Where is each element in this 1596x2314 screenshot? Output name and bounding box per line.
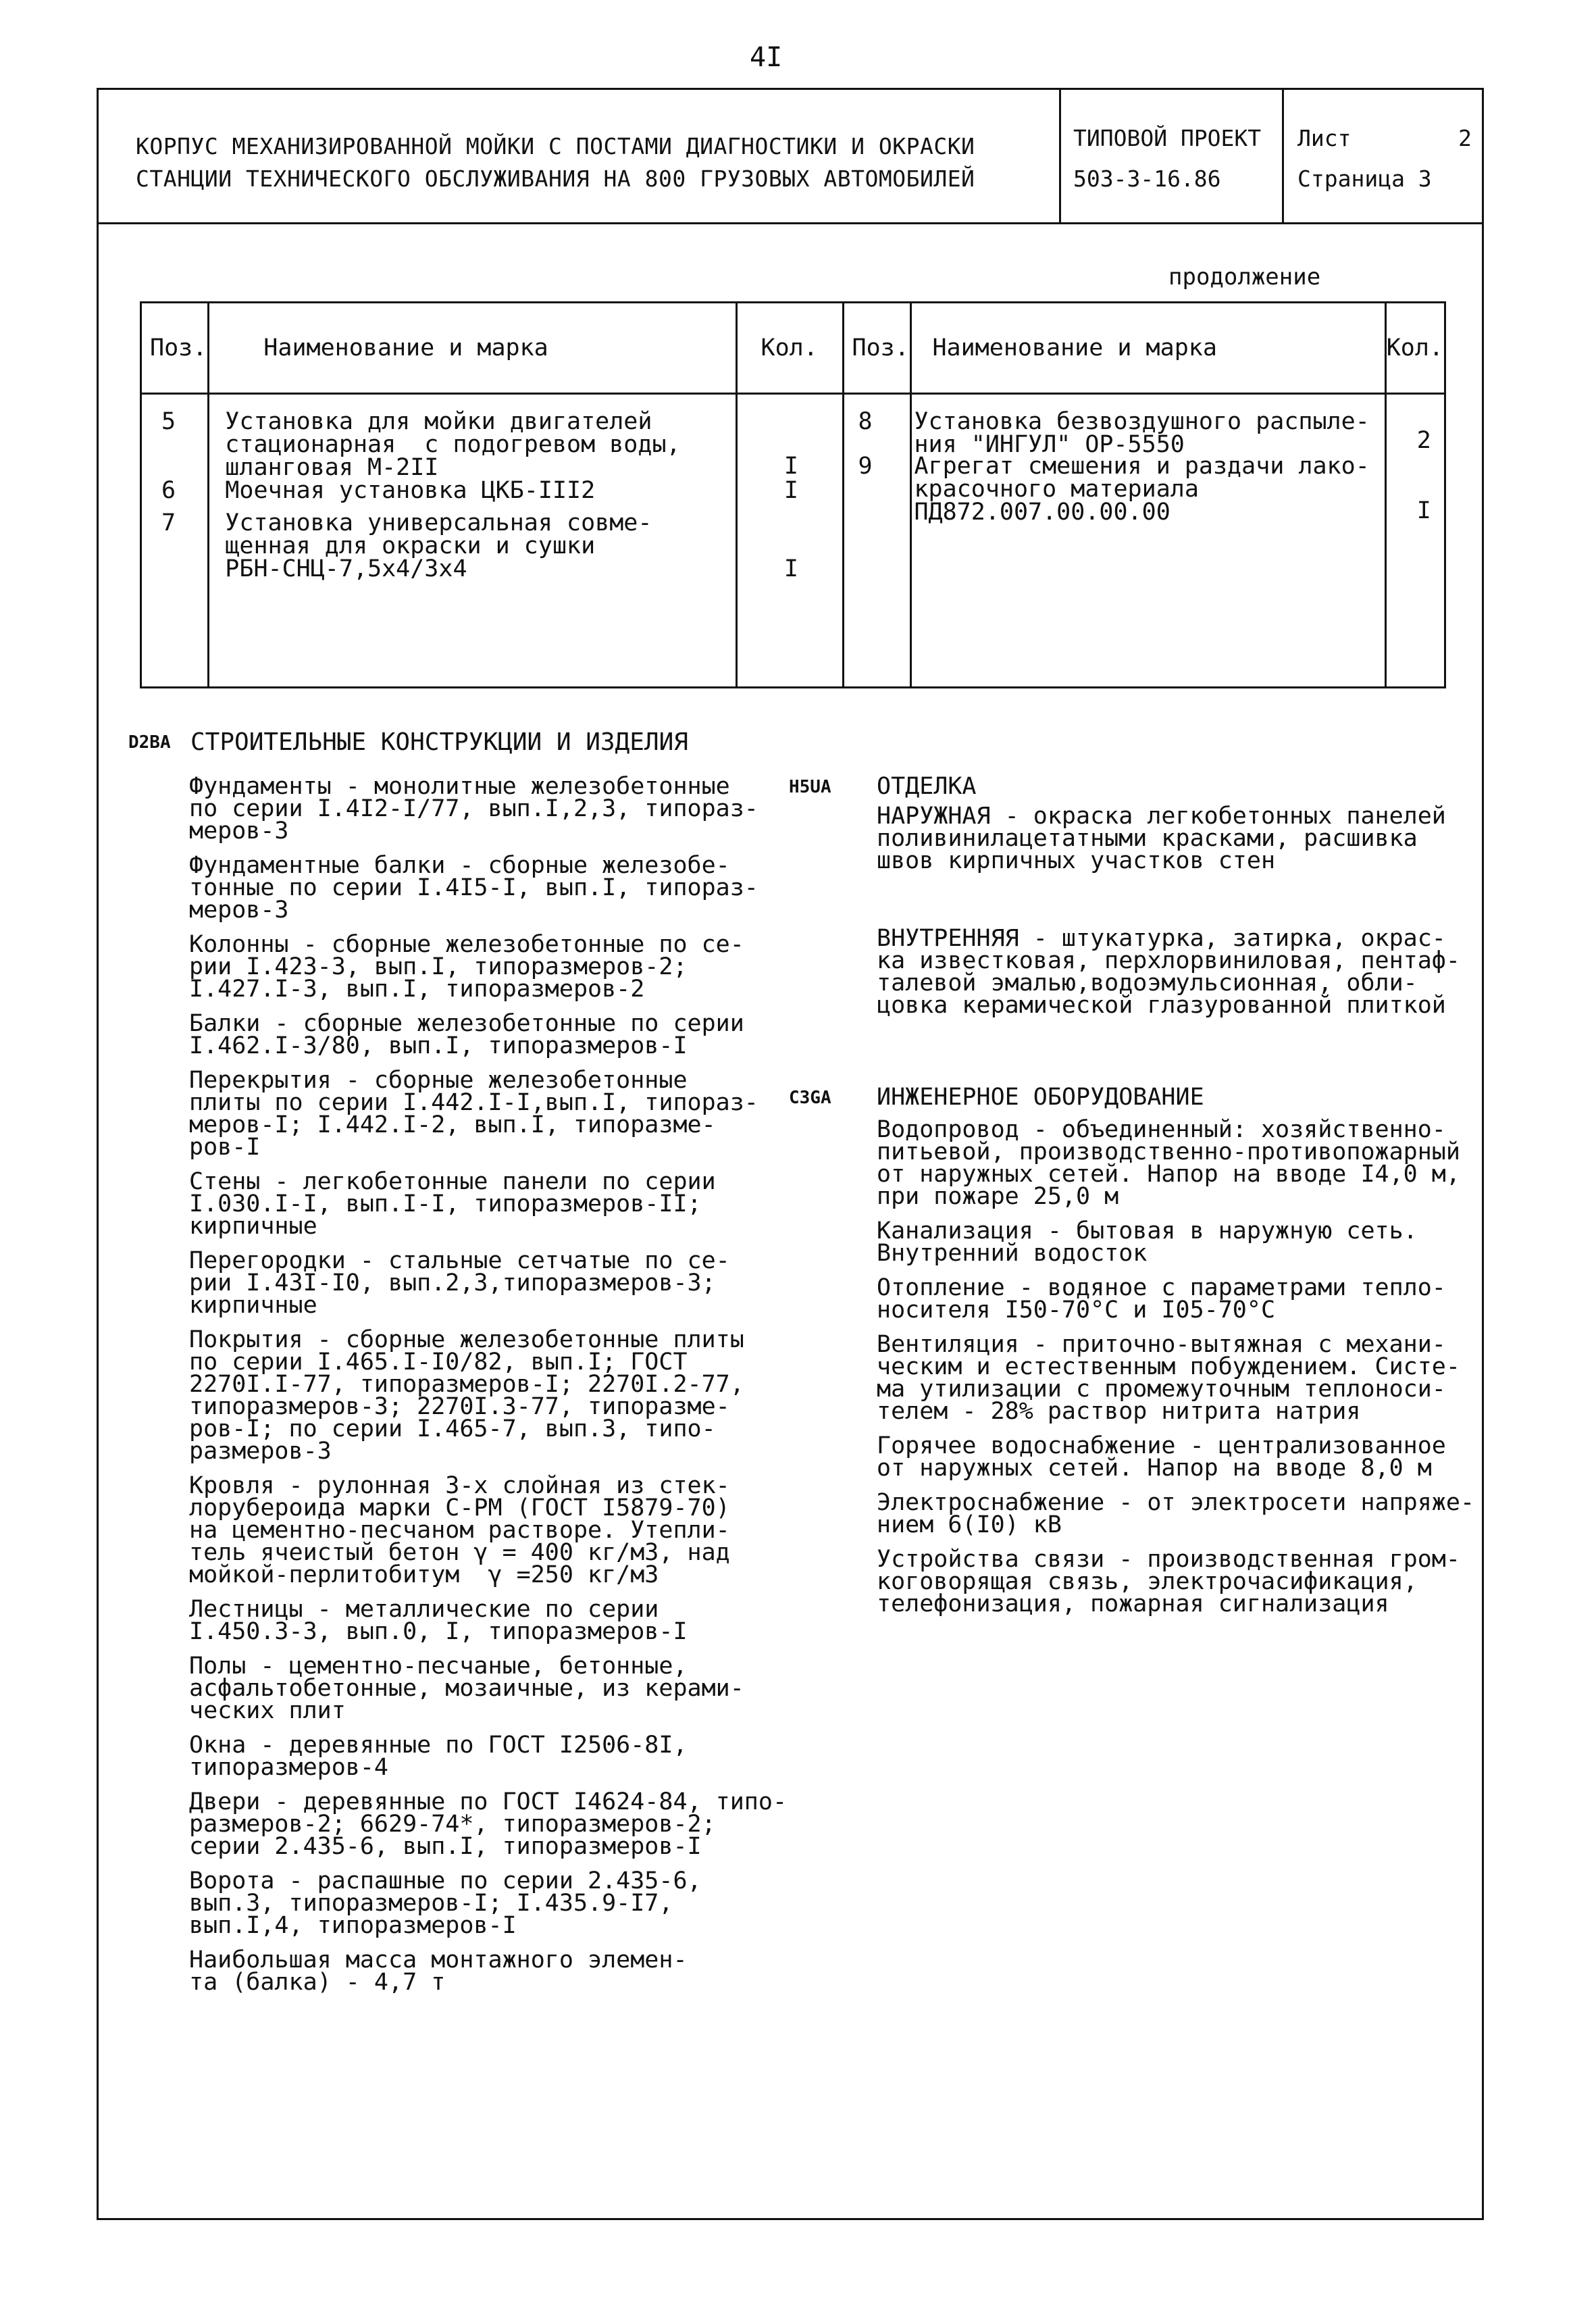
project-title-line-2: СТАНЦИИ ТЕХНИЧЕСКОГО ОБСЛУЖИВАНИЯ НА 800 ГРУЗОВЫХ АВТОМОБИЛЕЙ [136, 166, 975, 192]
engineering-list [877, 1116, 1475, 1628]
qty-7: I [783, 555, 798, 582]
sheet-label: Лист [1297, 125, 1352, 151]
sheet-value: 2 [1458, 125, 1472, 151]
qty-9: I [1416, 497, 1431, 524]
engineering-item: Электроснабжение - от электросети напряже- нием 6(I0) кВ [877, 1489, 1475, 1538]
qty-6: I [783, 477, 798, 504]
item-6-name: Моечная установка ЦКБ-III2 [225, 477, 596, 504]
construction-list [189, 773, 788, 2006]
right-pos-cell [843, 394, 911, 688]
right-qty-cell [1385, 394, 1445, 688]
page-label: Страница 3 [1297, 166, 1432, 192]
project-code: 503-3-16.86 [1073, 166, 1221, 192]
project-title [99, 90, 1061, 222]
construction-item: Балки - сборные железобетонные по серии I.462.I-3/80, вып.I, типоразмеров-I [189, 1010, 744, 1059]
construction-item: Стены - легкобетонные панели по серии I.030.I-I, вып.I-I, типоразмеров-II; кирпичные [189, 1168, 716, 1240]
item-9-name: Агрегат смешения и раздачи лако- красочного материала ПД872.007.00.00.00 [914, 453, 1370, 526]
engineering-item: Устройства связи - производственная гром- коговорящая связь, электрочасификация, телефонизация, пожарная сигнализация [877, 1546, 1460, 1617]
item-8-name: Установка безвоздушного распыле- ния "ИНГУЛ" ОР-5550 [914, 408, 1370, 458]
engineering-title: ИНЖЕНЕРНОЕ ОБОРУДОВАНИЕ [877, 1084, 1204, 1111]
left-qty-cell [736, 394, 843, 688]
construction-item: Фундаменты - монолитные железобетонные по серии I.4I2-I/77, вып.I,2,3, типораз- меров-3 [189, 773, 758, 845]
construction-item: Покрытия - сборные железобетонные плиты по серии I.465.I-I0/82, вып.I; ГОСТ 2270I.I-77, типоразмеров-I; 2270I.2-77, типоразмеров-3; 2270I.3-77, типоразме- ров-I; по серии I.465-7, вып.3, типо- размеров-3 [189, 1326, 744, 1465]
construction-code: D2BA [128, 732, 171, 753]
table-header-row [141, 303, 1445, 394]
qty-8: 2 [1416, 427, 1431, 454]
construction-item: Перегородки - стальные сетчатые по се- рии I.43I-I0, вып.2,3,типоразмеров-3; кирпичные [189, 1247, 730, 1319]
engineering-item: Вентиляция - приточно-вытяжная с механи- ческим и естественным побуждением. Систе- ма утилизации с промежуточным теплоноси- телем - 28% раствор нитрита натрия [877, 1331, 1460, 1425]
item-5-name: Установка для мойки двигателей стационарная с подогревом воды, шланговая М-2II [225, 408, 681, 481]
page-number: 4I [750, 42, 783, 73]
col-name-header-2: Наименование и марка [911, 303, 1385, 394]
engineering-item: Отопление - водяное с параметрами тепло- носителя I50-70°С и I05-70°С [877, 1274, 1446, 1324]
construction-item: Лестницы - металлические по серии I.450.3-3, вып.0, I, типоразмеров-I [189, 1596, 688, 1645]
right-name-cell [911, 394, 1385, 688]
finishing-list [877, 805, 1460, 1029]
pos-8: 8 [858, 408, 873, 435]
engineering-item: Водопровод - объединенный: хозяйственно- питьевой, производственно-противопожарный от наружных сетей. Напор на вводе I4,0 м, при пожаре 25,0 м [877, 1116, 1460, 1210]
finishing-title: ОТДЕЛКА [877, 773, 977, 800]
construction-item: Фундаментные балки - сборные железобе- тонные по серии I.4I5-I, вып.I, типораз- меров-3 [189, 852, 758, 924]
construction-item: Колонны - сборные железобетонные по се- рии I.423-3, вып.I, типоразмеров-2; I.427.I-3, вып.I, типоразмеров-2 [189, 931, 744, 1003]
sheet-cell [1284, 90, 1482, 222]
item-7-name: Установка универсальная совме- щенная для окраски и сушки РБН-СНЦ-7,5х4/3х4 [225, 509, 652, 582]
finishing-item: НАРУЖНАЯ - окраска легкобетонных панелей поливинилацетатными красками, расшивка швов кирпичных участков стен [877, 803, 1446, 874]
pos-9: 9 [858, 453, 873, 480]
equipment-table [140, 301, 1446, 688]
col-qty-header-2: Кол. [1385, 303, 1445, 394]
project-label: ТИПОВОЙ ПРОЕКТ [1073, 125, 1262, 151]
continuation-label: продолжение [1168, 263, 1321, 291]
pos-6: 6 [161, 477, 176, 504]
table-row [141, 394, 1445, 688]
finishing-code: H5UA [789, 777, 831, 797]
title-block [99, 90, 1482, 224]
construction-item: Полы - цементно-песчаные, бетонные, асфальтобетонные, мозаичные, из керами- ческих плит [189, 1653, 744, 1724]
construction-title: СТРОИТЕЛЬНЫЕ КОНСТРУКЦИИ И ИЗДЕЛИЯ [190, 728, 688, 756]
construction-item: Двери - деревянные по ГОСТ I4624-84, типо- размеров-2; 6629-74*, типоразмеров-2; серии 2.435-6, вып.I, типоразмеров-I [189, 1788, 788, 1860]
qty-5: I [783, 453, 798, 480]
engineering-code: C3GA [789, 1088, 831, 1108]
col-pos-header-2: Поз. [843, 303, 911, 394]
construction-item: Наибольшая масса монтажного элемен- та (балка) - 4,7 т [189, 1946, 688, 1996]
construction-item: Ворота - распашные по серии 2.435-6, вып.3, типоразмеров-I; I.435.9-I7, вып.I,4, типоразмеров-I [189, 1867, 702, 1939]
construction-item: Кровля - рулонная 3-х слойная из стек- лорубероида марки С-РМ (ГОСТ I5879-70) на цементно-песчаном растворе. Утепли- тель ячеистый бетон γ = 400 кг/м3, над мойкой-перлитобитум γ =250 кг/м3 [189, 1472, 730, 1588]
finishing-item: ВНУТРЕННЯЯ - штукатурка, затирка, окрас- ка известковая, перхлорвиниловая, пентаф- талевой эмалью,водоэмульсионная, обли- цовка керамической глазурованной плиткой [877, 925, 1460, 1019]
engineering-item: Канализация - бытовая в наружную сеть. Внутренний водосток [877, 1217, 1418, 1267]
pos-5: 5 [161, 408, 176, 435]
left-pos-cell [141, 394, 209, 688]
project-code-cell [1061, 90, 1284, 222]
left-name-cell [209, 394, 737, 688]
construction-item: Перекрытия - сборные железобетонные плиты по серии I.442.I-I,вып.I, типораз- меров-I; I.442.I-2, вып.I, типоразме- ров-I [189, 1067, 758, 1161]
construction-item: Окна - деревянные по ГОСТ I2506-8I, типоразмеров-4 [189, 1732, 688, 1781]
project-title-line-1: КОРПУС МЕХАНИЗИРОВАННОЙ МОЙКИ С ПОСТАМИ ДИАГНОСТИКИ И ОКРАСКИ [136, 133, 975, 159]
col-pos-header: Поз. [141, 303, 209, 394]
col-name-header: Наименование и марка [209, 303, 737, 394]
col-qty-header: Кол. [736, 303, 843, 394]
engineering-item: Горячее водоснабжение - централизованное от наружных сетей. Напор на вводе 8,0 м [877, 1432, 1446, 1482]
pos-7: 7 [161, 509, 176, 536]
